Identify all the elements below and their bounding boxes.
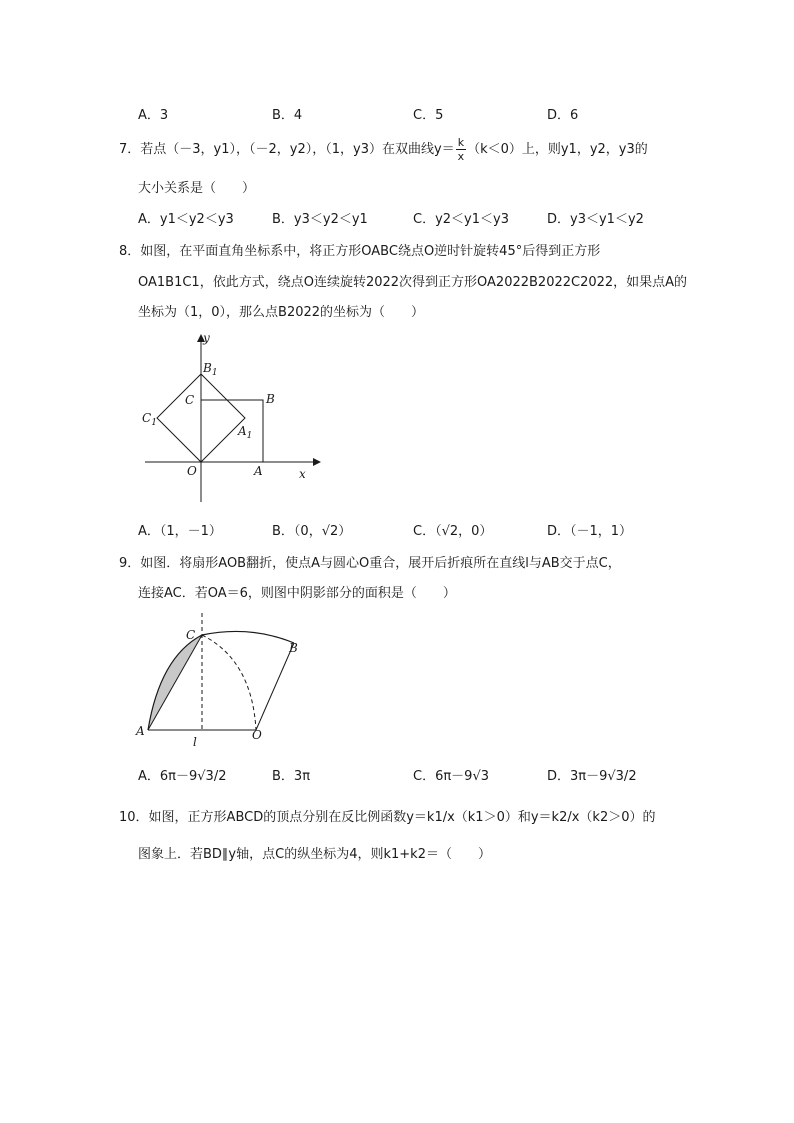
label-b1: $B_1$ bbox=[203, 361, 218, 378]
label-o: O bbox=[187, 464, 197, 478]
q8-line1-text: 如图，在平面直角坐标系中，将正方形OABC绕点O逆时针旋转45°后得到正方形 bbox=[140, 244, 601, 259]
chord-ac bbox=[148, 635, 202, 730]
q6-option-d: D．6 bbox=[547, 108, 579, 123]
q7-stem-suffix: （k＜0）上，则y1，y2，y3的 bbox=[467, 142, 648, 157]
label-c1: $C_1$ bbox=[142, 411, 157, 428]
q7-fraction bbox=[456, 136, 466, 163]
q10-line1 bbox=[119, 806, 656, 825]
folded-arc bbox=[202, 635, 256, 730]
q9-line2: 连接AC．若OA＝6，则图中阴影部分的面积是（ ） bbox=[138, 586, 456, 601]
q8-option-a: A．（1，－1） bbox=[138, 524, 222, 539]
q7-line2: 大小关系是（ ） bbox=[138, 181, 256, 196]
label-c: C bbox=[186, 628, 196, 642]
label-y: y bbox=[203, 331, 210, 345]
q8-option-b: B．（0，√2） bbox=[272, 524, 352, 539]
q7-frac-den: x bbox=[457, 150, 465, 163]
label-o: O bbox=[252, 728, 262, 742]
label-l: l bbox=[193, 735, 197, 749]
q9-line1 bbox=[119, 552, 621, 571]
label-b: B bbox=[289, 641, 298, 655]
q8-line2: OA1B1C1，依此方式，绕点O连续旋转2022次得到正方形OA2022B2022C2022，如果点A的 bbox=[138, 275, 688, 290]
q7-number: 7． bbox=[119, 142, 141, 157]
q8-line1 bbox=[119, 240, 600, 259]
q7-stem-prefix: 若点（－3，y1），（－2，y2），（1，y3）在双曲线y＝ bbox=[140, 142, 455, 157]
q9-figure bbox=[130, 605, 330, 755]
q8-line3: 坐标为（1，0），那么点B2022的坐标为（ ） bbox=[138, 305, 425, 320]
q9-number: 9． bbox=[119, 556, 141, 571]
q9-option-b: B．3π bbox=[272, 769, 311, 784]
q7-option-d: D．y3＜y1＜y2 bbox=[547, 212, 644, 227]
label-b: B bbox=[266, 392, 275, 406]
x-axis-arrow bbox=[313, 458, 321, 466]
q6-option-a: A．3 bbox=[138, 108, 169, 123]
q10-line1-text: 如图，正方形ABCD的顶点分别在反比例函数y＝k1/x（k1＞0）和y＝k2/x（k2＞0）的 bbox=[148, 810, 656, 825]
q9-option-c: C．6π－9√3 bbox=[413, 769, 490, 784]
label-c: C bbox=[185, 393, 195, 407]
label-a: A bbox=[136, 724, 145, 738]
q6-option-c: C．5 bbox=[413, 108, 444, 123]
q9-option-a: A．6π－9√3/2 bbox=[138, 769, 227, 784]
q9-line1-text: 如图．将扇形AOB翻折，使点A与圆心O重合，展开后折痕所在直线l与AB交于点C， bbox=[140, 556, 621, 571]
q10-line2: 图象上．若BD∥y轴，点C的纵坐标为4，则k1+k2＝（ ） bbox=[138, 847, 491, 862]
q8-option-c: C．（√2，0） bbox=[413, 524, 493, 539]
label-a1: $A_1$ bbox=[238, 424, 253, 441]
q8-figure bbox=[135, 330, 335, 510]
q6-option-b: B．4 bbox=[272, 108, 303, 123]
q7-option-b: B．y3＜y2＜y1 bbox=[272, 212, 368, 227]
q10-number: 10． bbox=[119, 810, 149, 825]
label-x: x bbox=[299, 467, 306, 481]
q7-option-a: A．y1＜y2＜y3 bbox=[138, 212, 234, 227]
q7-stem bbox=[119, 136, 648, 163]
q8-number: 8． bbox=[119, 244, 141, 259]
q7-frac-num: k bbox=[457, 136, 465, 149]
radius-ob bbox=[256, 643, 294, 730]
q8-option-d: D．（－1，1） bbox=[547, 524, 633, 539]
q7-option-c: C．y2＜y1＜y3 bbox=[413, 212, 509, 227]
q9-option-d: D．3π－9√3/2 bbox=[547, 769, 637, 784]
label-a: A bbox=[254, 464, 263, 478]
